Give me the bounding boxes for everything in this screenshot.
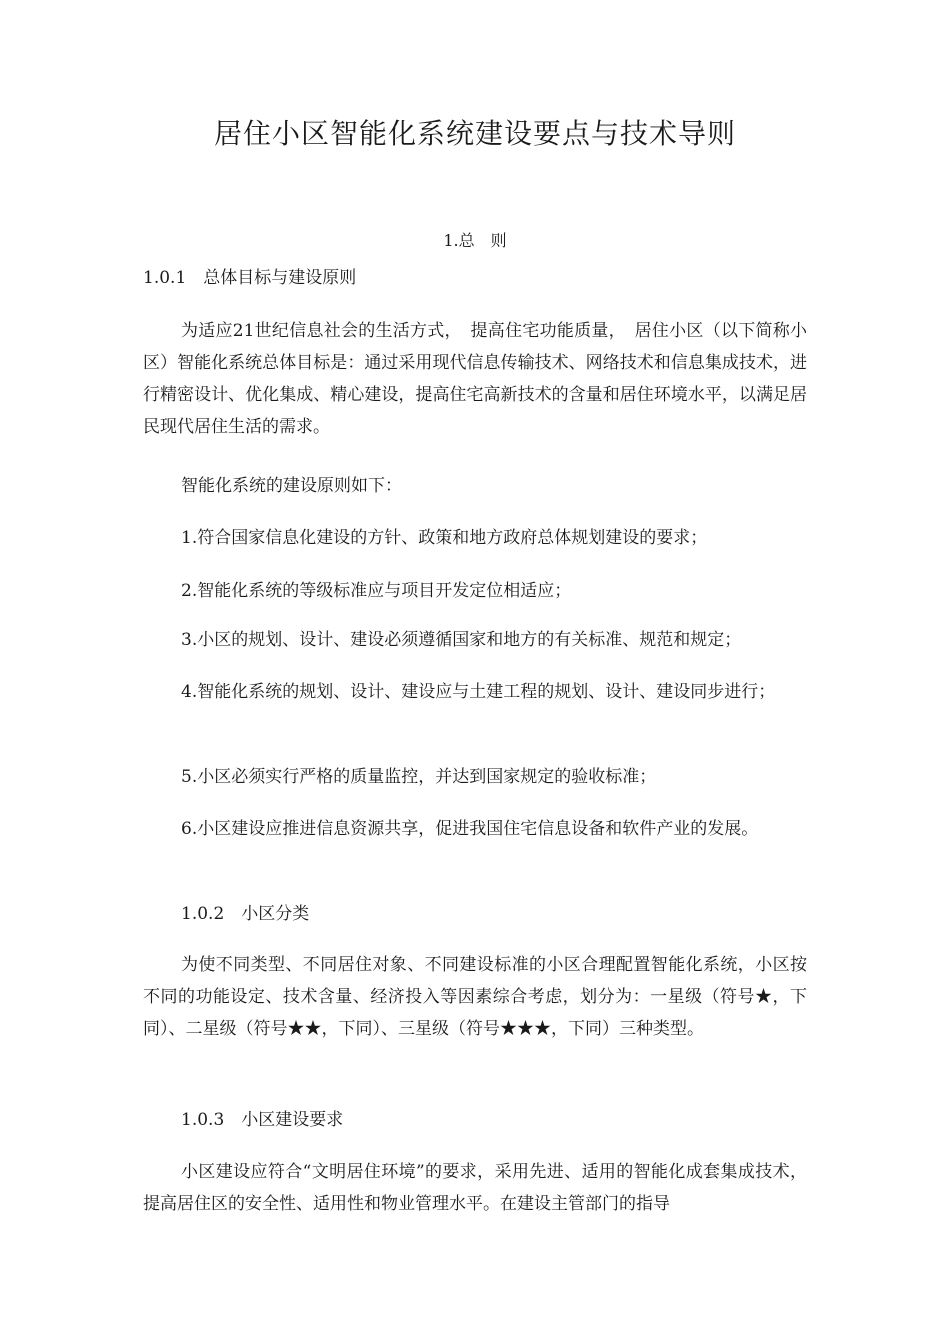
paragraph-requirements: 小区建设应符合“文明居住环境”的要求，采用先进、适用的智能化成套集成技术，提高居住区的安全性、适用性和物业管理水平。在建设主管部门的指导 xyxy=(143,1162,807,1214)
principle-item: 2.智能化系统的等级标准应与项目开发定位相适应； xyxy=(181,581,572,601)
section-heading-1-0-2: 1.0.2 小区分类 xyxy=(181,904,310,924)
paragraph-goal: 为适应21世纪信息社会的生活方式， 提高住宅功能质量， 居住小区（以下简称小区）智能化系统总体目标是：通过采用现代信息传输技术、网络技术和信息集成技术，进行精密设计、优化集成、精心建设，提高住宅高新技术的含量和居住环境水平，以满足居民现代居住生活的需求。 xyxy=(143,321,807,437)
section-heading-1-0-1: 1.0.1 总体目标与建设原则 xyxy=(143,268,357,288)
principle-item: 1.符合国家信息化建设的方针、政策和地方政府总体规划建设的要求； xyxy=(181,528,708,548)
section-heading-1-0-3: 1.0.3 小区建设要求 xyxy=(181,1110,344,1130)
paragraph-classification: 为使不同类型、不同居住对象、不同建设标准的小区合理配置智能化系统，小区按不同的功能设定、技术含量、经济投入等因素综合考虑，划分为：一星级（符号★，下同）、二星级（符号★★，下同）、三星级（符号★★★，下同）三种类型。 xyxy=(143,955,807,1039)
principle-item: 3.小区的规划、设计、建设必须遵循国家和地方的有关标准、规范和规定； xyxy=(181,630,742,650)
document-title: 居住小区智能化系统建设要点与技术导则 xyxy=(213,117,736,150)
chapter-heading: 1.总 则 xyxy=(443,231,507,250)
principle-item: 5.小区必须实行严格的质量监控，并达到国家规定的验收标准； xyxy=(181,767,657,787)
paragraph-principles-intro: 智能化系统的建设原则如下： xyxy=(181,476,402,496)
principle-item: 4.智能化系统的规划、设计、建设应与土建工程的规划、设计、建设同步进行； xyxy=(181,682,776,702)
principle-item: 6.小区建设应推进信息资源共享，促进我国住宅信息设备和软件产业的发展。 xyxy=(181,819,759,839)
